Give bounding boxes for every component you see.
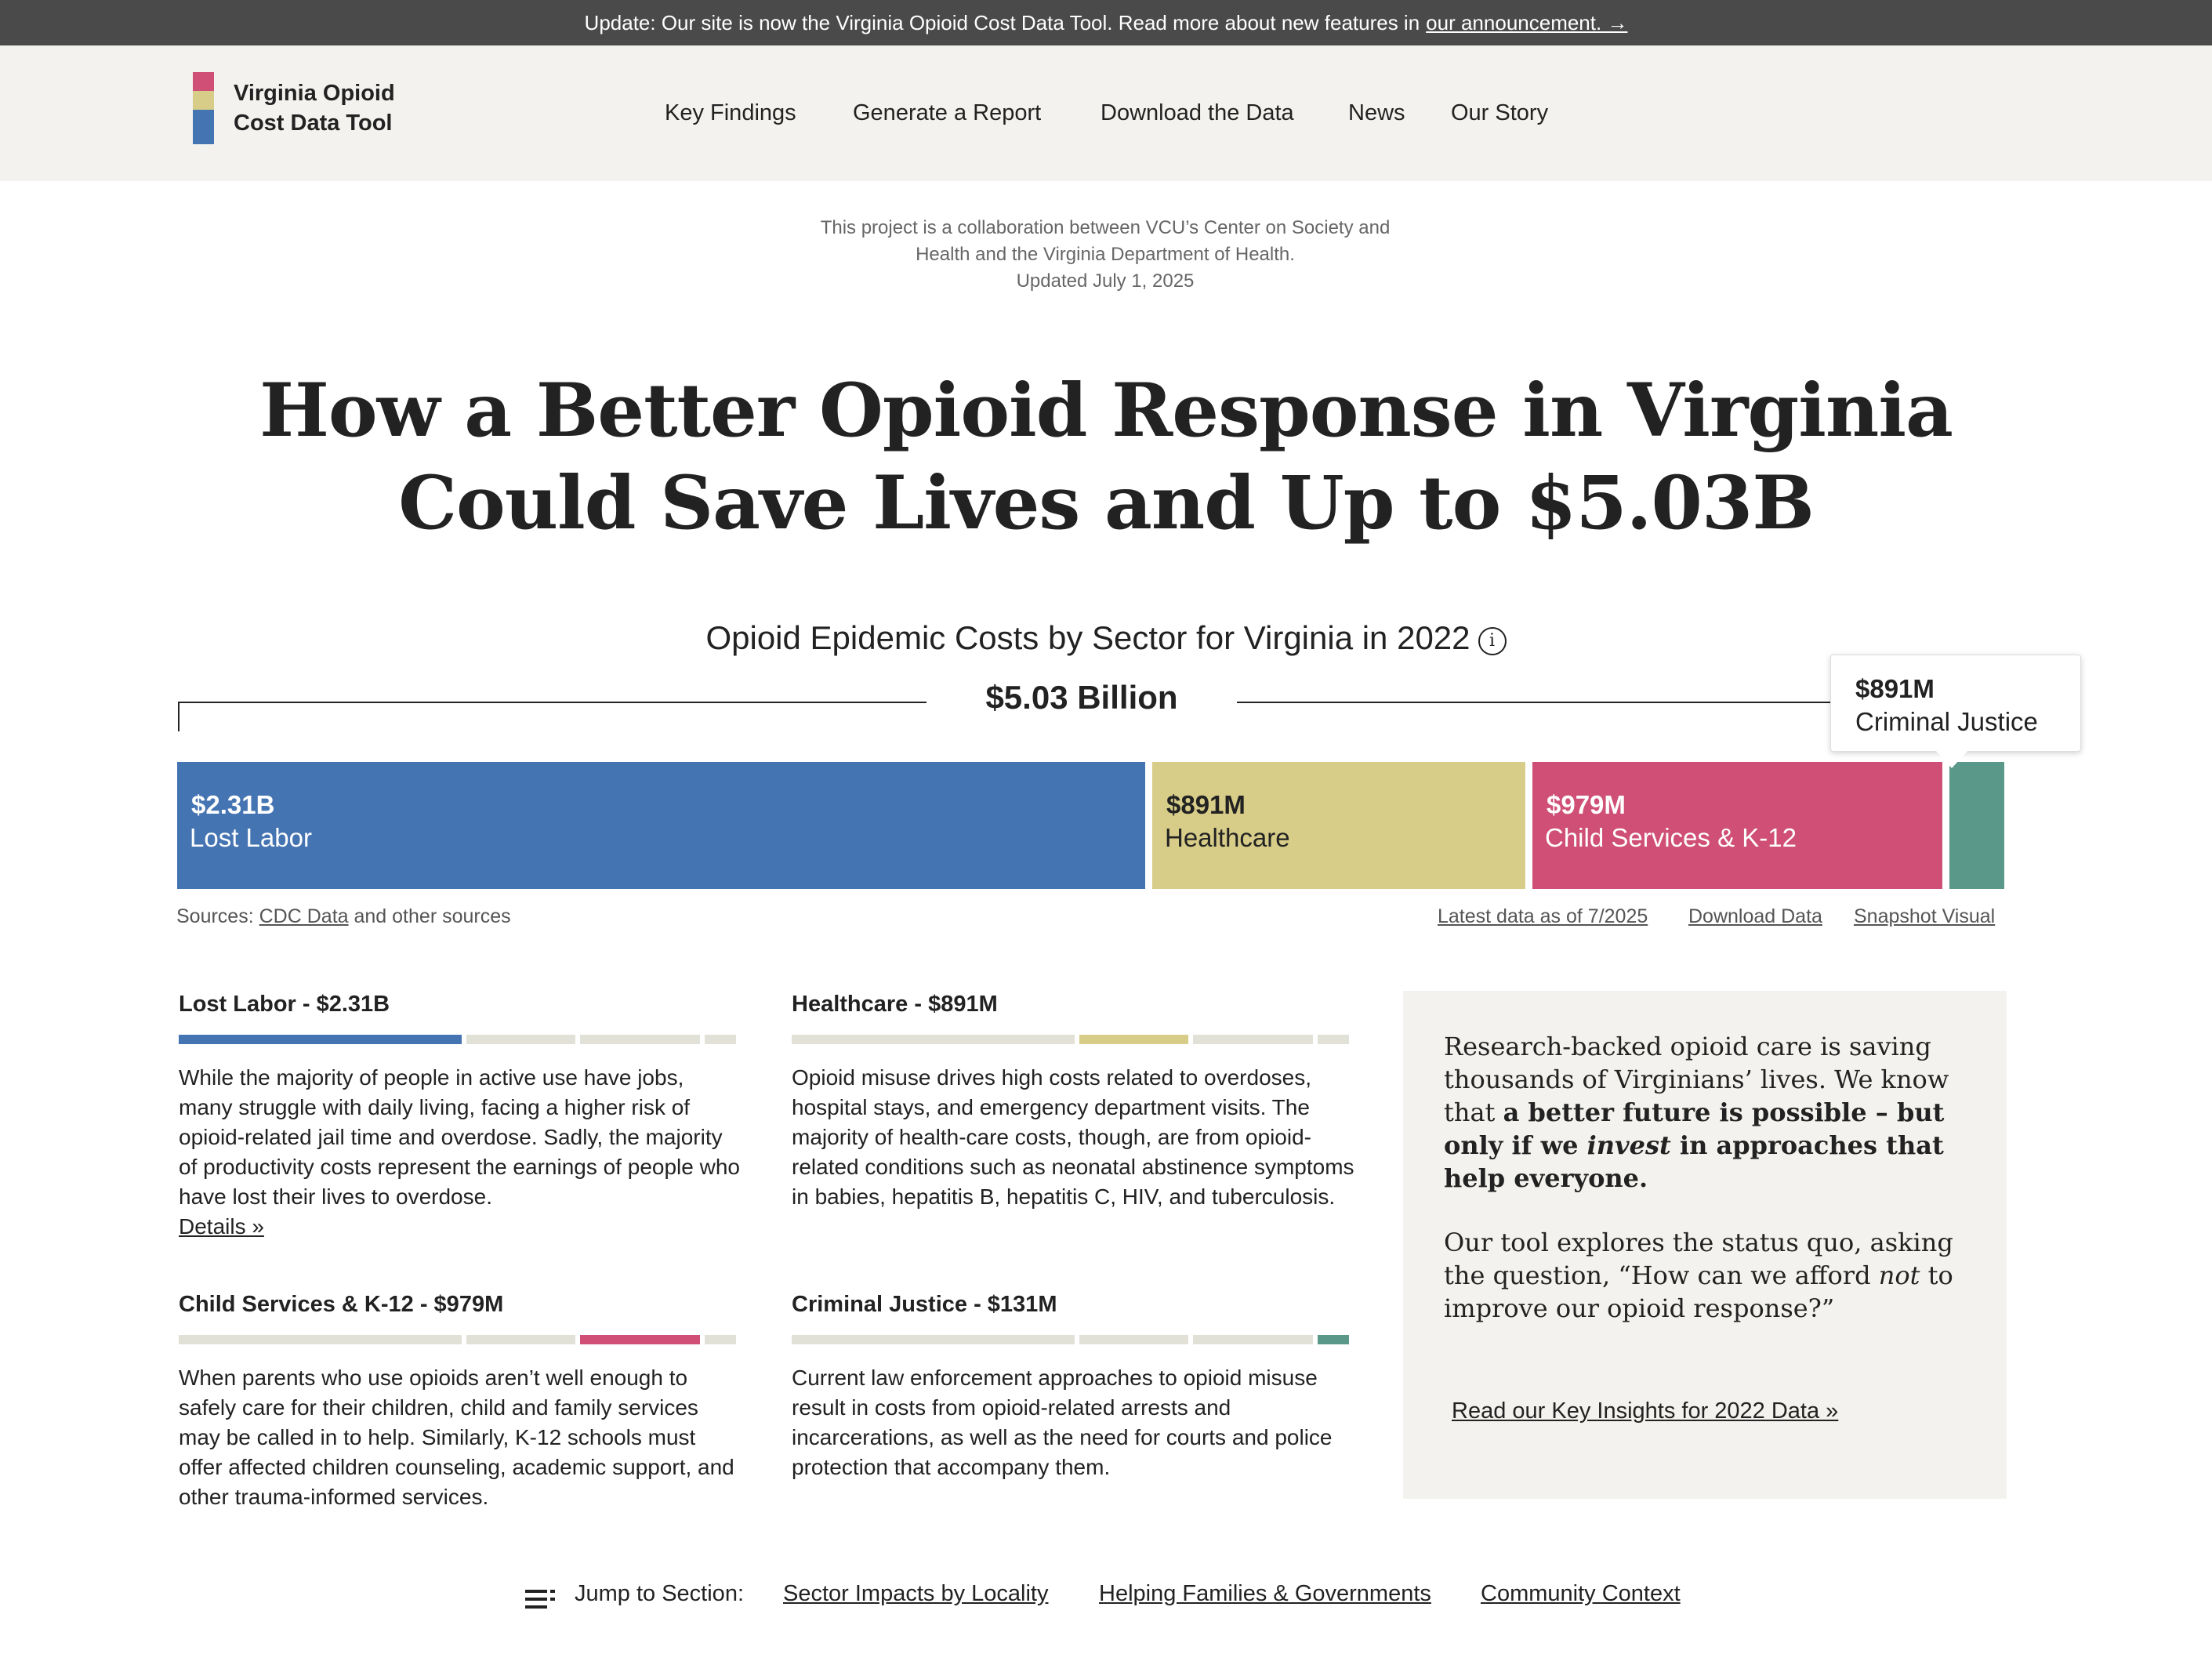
total-bracket-left — [178, 702, 927, 703]
sector-description — [179, 1063, 743, 1242]
chart-total: $5.03 Billion — [985, 679, 1178, 716]
sector-title: Criminal Justice - $131M — [792, 1292, 1057, 1317]
sector-mini-bar — [179, 1035, 743, 1044]
jump-link-community-context[interactable]: Community Context — [1481, 1581, 1681, 1606]
snapshot-visual-link[interactable]: Snapshot Visual — [1854, 905, 1996, 927]
mini-bar-segment — [466, 1335, 575, 1344]
cdc-data-link[interactable]: CDC Data — [259, 905, 349, 927]
page-title — [235, 365, 1977, 550]
stacked-bar — [177, 762, 2005, 889]
info-icon[interactable]: i — [1478, 627, 1507, 655]
key-insights-callout — [1403, 991, 2007, 1499]
segment-healthcare[interactable] — [1152, 762, 1525, 889]
details-link[interactable]: Details » — [179, 1214, 264, 1239]
callout-italic-text: not — [1878, 1260, 1920, 1290]
callout-italic-text: invest — [1586, 1130, 1671, 1160]
sector-text: While the majority of people in active use have jobs, many struggle with daily living, facing a higher risk of opioid-related jail time and overdose. Sadly, the majority of productivity costs represent the earnings of people who have lost their lives to overdose. — [179, 1065, 740, 1209]
nav-our-story[interactable]: Our Story — [1451, 100, 1549, 125]
sector-mini-bar — [792, 1335, 1356, 1344]
mini-bar-segment — [179, 1335, 462, 1344]
logo-line-2: Cost Data Tool — [234, 111, 393, 136]
jump-link-sector-impacts[interactable]: Sector Impacts by Locality — [783, 1581, 1049, 1606]
segment-category-label: Lost Labor — [190, 823, 312, 852]
collaboration-note — [737, 215, 1474, 295]
sources-prefix: Sources: — [176, 905, 254, 927]
mini-bar-segment — [1318, 1035, 1349, 1044]
logo-bar-pink — [193, 72, 214, 91]
mini-bar-segment — [580, 1335, 700, 1344]
tooltip-value: $891M — [1855, 674, 1935, 703]
sector-card-criminal-justice — [792, 1292, 1356, 1482]
logo-mark — [193, 72, 214, 144]
sources-suffix: and other sources — [354, 905, 511, 927]
mini-bar-segment — [1318, 1335, 1349, 1344]
sector-card-healthcare — [792, 992, 1356, 1212]
total-bracket-tick — [178, 702, 179, 731]
sector-card-child-services — [179, 1292, 743, 1512]
sector-title: Lost Labor - $2.31B — [179, 992, 390, 1017]
mini-bar-segment — [1193, 1335, 1313, 1344]
sector-title: Healthcare - $891M — [792, 992, 998, 1017]
latest-data-link[interactable]: Latest data as of 7/2025 — [1438, 905, 1648, 927]
collab-line-1: This project is a collaboration between VCU’s Center on Society and — [820, 217, 1391, 238]
updated-date: Updated July 1, 2025 — [1016, 270, 1195, 292]
collab-line-2: Health and the Virginia Department of Health. — [916, 244, 1295, 265]
callout-paragraph-2 — [1444, 1226, 1977, 1325]
nav-download-data[interactable]: Download the Data — [1101, 100, 1294, 125]
segment-lost-labor[interactable] — [177, 762, 1145, 889]
mini-bar-segment — [580, 1035, 700, 1044]
download-data-link[interactable]: Download Data — [1688, 905, 1822, 927]
mini-bar-segment — [792, 1335, 1075, 1344]
callout-paragraph-1 — [1444, 1030, 1977, 1195]
mini-bar-segment — [705, 1035, 736, 1044]
tooltip-label: Criminal Justice — [1855, 707, 2038, 736]
sector-description: Opioid misuse drives high costs related to overdoses, hospital stays, and emergency department visits. The majority of health-care costs, though, are from opioid-related conditions such as neonatal abstinence symptoms in babies, hepatitis B, hepatitis C, HIV, and tuberculosis. — [792, 1065, 1354, 1209]
logo-bar-blue — [193, 110, 214, 144]
chart-title-text: Opioid Epidemic Costs by Sector for Virginia in 2022 — [705, 619, 1470, 656]
chart-title — [549, 619, 1663, 657]
announcement-link[interactable]: our announcement. → — [1426, 10, 1628, 34]
segment-criminal-justice[interactable] — [1949, 762, 2004, 889]
segment-value-label: $2.31B — [191, 790, 275, 819]
segment-child-services[interactable] — [1532, 762, 1942, 889]
sector-mini-bar — [179, 1335, 743, 1344]
tooltip-arrow — [1935, 749, 1969, 768]
announcement-bar — [0, 0, 2212, 45]
list-icon — [525, 1590, 557, 1610]
callout-text: Our tool explores the status quo, asking the question, “How can we afford — [1444, 1228, 1953, 1290]
site-logo[interactable] — [193, 72, 395, 144]
sector-title: Child Services & K-12 - $979M — [179, 1292, 504, 1317]
nav-news[interactable]: News — [1348, 100, 1405, 125]
segment-value-label: $979M — [1547, 790, 1626, 819]
segment-value-label: $891M — [1166, 790, 1246, 819]
jump-to-section — [0, 1577, 2212, 1616]
chart-sources — [176, 905, 511, 928]
segment-category-label: Healthcare — [1165, 823, 1290, 852]
chart-tooltip — [1830, 655, 2081, 752]
page-title-line-1: How a Better Opioid Response in Virginia — [259, 368, 1953, 454]
jump-link-helping-families[interactable]: Helping Families & Governments — [1099, 1581, 1431, 1606]
sector-description: Current law enforcement approaches to opioid misuse result in costs from opioid-related arrests and incarcerations, as well as the need for courts and police protection that accompany them. — [792, 1366, 1333, 1479]
announcement-text: Update: Our site is now the Virginia Opioid Cost Data Tool. Read more about new features in — [584, 10, 1420, 34]
callout-text-end: to improve our opioid response?” — [1444, 1260, 1953, 1323]
jump-label: Jump to Section: — [575, 1581, 744, 1606]
logo-line-1: Virginia Opioid — [234, 81, 395, 106]
sector-mini-bar — [792, 1035, 1356, 1044]
segment-category-label: Child Services & K-12 — [1545, 823, 1797, 852]
mini-bar-segment — [792, 1035, 1075, 1044]
total-bracket-right — [1237, 702, 1831, 703]
sector-card-lost-labor — [179, 992, 743, 1242]
callout-bold-text-end: in approaches that help everyone. — [1444, 1130, 1944, 1193]
nav-key-findings[interactable]: Key Findings — [665, 100, 796, 125]
mini-bar-segment — [1193, 1035, 1313, 1044]
sector-description: When parents who use opioids aren’t well enough to safely care for their children, child and family services may be called in to help. Similarly, K-12 schools must offer affected children counseling, academic support, and other trauma-informed services. — [179, 1366, 734, 1509]
mini-bar-segment — [466, 1035, 575, 1044]
mini-bar-segment — [1079, 1035, 1188, 1044]
key-insights-link[interactable]: Read our Key Insights for 2022 Data » — [1452, 1398, 1839, 1424]
logo-text — [234, 78, 395, 138]
mini-bar-segment — [1079, 1335, 1188, 1344]
callout-text: Research-backed opioid care is saving thousands of Virginians’ lives. We know that — [1444, 1032, 1949, 1127]
page-title-line-2: Could Save Lives and Up to $5.03B — [398, 460, 1814, 546]
mini-bar-segment — [705, 1335, 736, 1344]
callout-bold-text: a better future is possible – but only if we — [1444, 1097, 1945, 1160]
site-header — [0, 45, 2212, 181]
logo-bar-yellow — [193, 91, 214, 110]
mini-bar-segment — [179, 1035, 462, 1044]
nav-generate-report[interactable]: Generate a Report — [853, 100, 1042, 125]
